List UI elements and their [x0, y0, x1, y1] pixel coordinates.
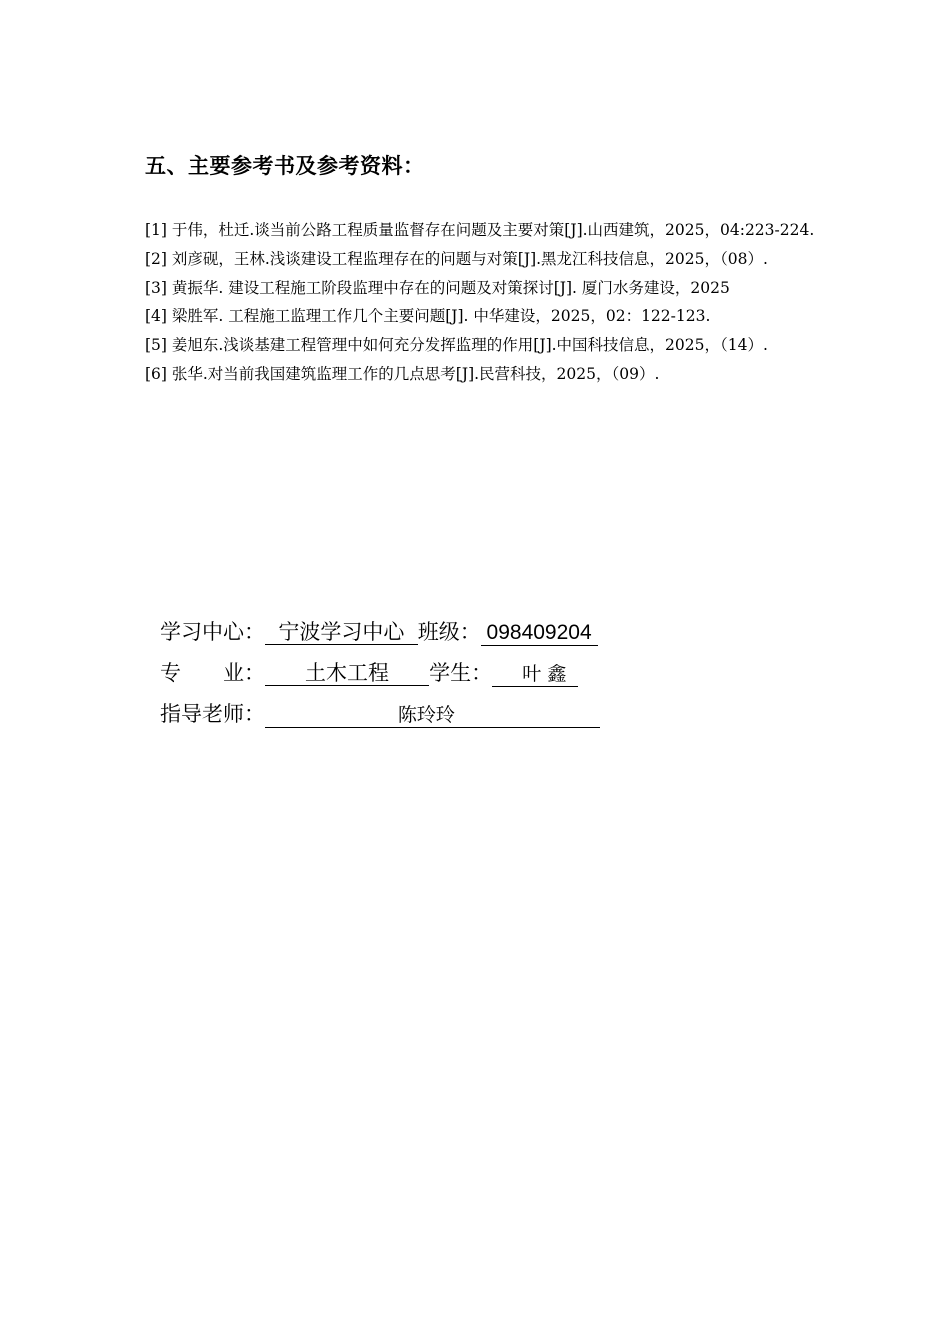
student-info-block — [160, 612, 600, 735]
student-label: 学生： — [429, 661, 493, 685]
info-row-major-student — [160, 653, 600, 694]
major-value: 土木工程 — [265, 661, 430, 685]
reference-item: [4] 梁胜军. 工程施工监理工作几个主要问题[J]. 中华建设，2025，02：122-123. — [145, 307, 711, 326]
class-label: 班级： — [417, 620, 481, 644]
info-row-advisor — [160, 694, 600, 735]
section-heading: 五、主要参考书及参考资料： — [145, 154, 425, 178]
class-value: 098409204 — [480, 621, 598, 644]
reference-item: [5] 姜旭东.浅谈基建工程管理中如何充分发挥监理的作用[J].中国科技信息，2025，（14）. — [145, 336, 768, 355]
info-row-center-class — [160, 612, 600, 653]
advisor-value: 陈玲玲 — [265, 704, 600, 726]
reference-list — [145, 216, 825, 389]
reference-item: [1] 于伟，杜迁.谈当前公路工程质量监督存在问题及主要对策[J].山西建筑，2025，04:223-224. — [145, 221, 815, 239]
center-value: 宁波学习中心 — [265, 620, 418, 644]
reference-item: [2] 刘彦砚，王林.浅谈建设工程监理存在的问题与对策[J].黑龙江科技信息，2025，（08）. — [145, 249, 768, 268]
major-label: 专 业： — [160, 661, 265, 685]
advisor-label: 指导老师： — [160, 702, 265, 726]
reference-item: [6] 张华.对当前我国建筑监理工作的几点思考[J].民营科技，2025，（09）. — [145, 364, 660, 383]
reference-item: [3] 黄振华. 建设工程施工阶段监理中存在的问题及对策探讨[J]. 厦门水务建设，2025 — [145, 278, 730, 297]
student-value: 叶 鑫 — [492, 663, 579, 685]
center-label: 学习中心： — [160, 620, 265, 644]
